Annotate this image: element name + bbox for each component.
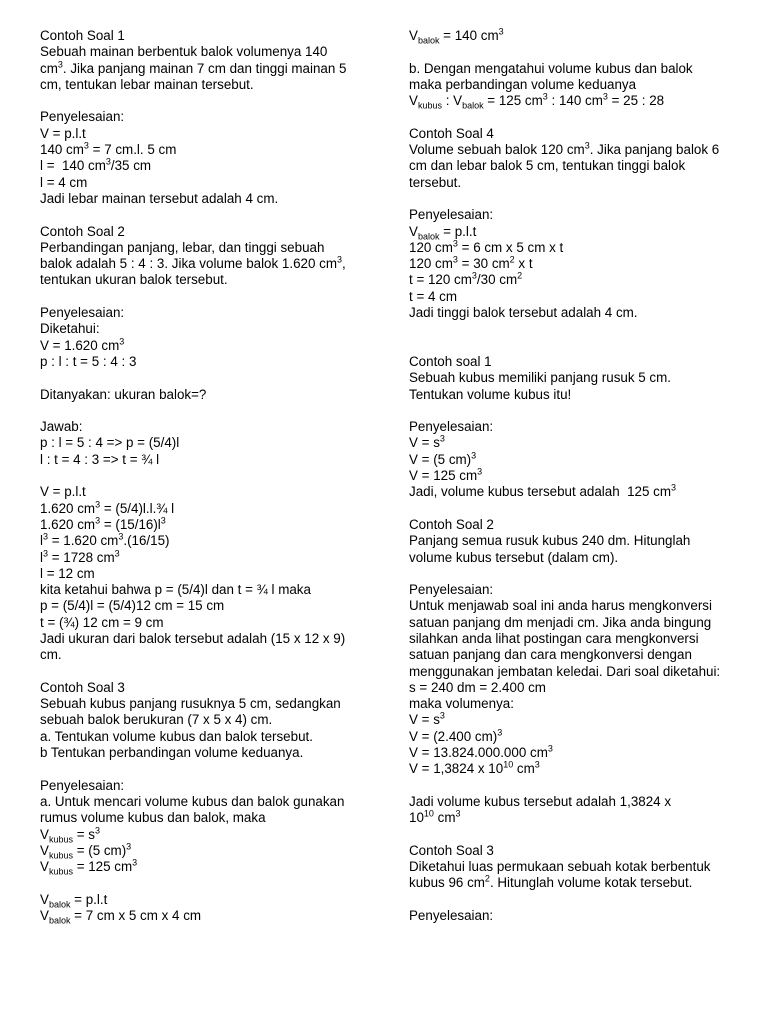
right-column-line: $V = s^3$ — [409, 433, 445, 451]
right-column-line: V = (5 cm)$^3$ — [409, 450, 477, 467]
right-column-line: silahkan anda lihat postingan cara mengkonversi — [409, 630, 699, 646]
right-column-line: 120 $cm^3 = 30$ $cm^2$ x t — [409, 254, 533, 272]
right-column-line — [409, 109, 744, 125]
left-column-line: balok adalah 5 : 4 : 3. Jika volume balok 1.620 $cm^3$, — [40, 254, 346, 272]
left-column-line: cm, tentukan lebar mainan tersebut. — [40, 76, 254, 92]
right-column-line: $V = s^3$ — [409, 711, 445, 728]
left-column-line: Penyelesaian: — [40, 777, 125, 793]
right-column-line: Contoh Soal 4 — [409, 125, 494, 141]
left-column-line: rumus volume kubus dan balok, maka — [40, 810, 266, 826]
right-column-line: tersebut. — [409, 174, 462, 190]
left-column-line — [40, 664, 370, 680]
left-column-line: kita ketahui bahwa p = (5/4)l dan t = ¾ l maka — [40, 582, 311, 598]
left-column-line: sebuah balok berukuran (7 x 5 x 4) cm. — [40, 712, 273, 728]
left-column-line: Jadi ukuran dari balok tersebut adalah (15 x 12 x 9) — [40, 630, 346, 646]
right-column-line — [409, 338, 744, 354]
left-column-line: l = 4 cm — [40, 174, 88, 190]
right-column-line: Tentukan volume kubus itu! — [409, 386, 572, 402]
right-column-line: b. Dengan mengatahui volume kubus dan balok — [409, 60, 693, 76]
right-column-line: Penyelesaian: — [409, 582, 494, 598]
left-column-line: l : t = 4 : 3 => t = ¾ l — [40, 451, 160, 467]
right-column-line — [409, 501, 744, 517]
right-column-line: $10^{10}$ $cm^3$ — [409, 808, 461, 826]
right-column-line: maka perbandingan volume keduanya — [409, 76, 637, 92]
left-column — [40, 28, 370, 924]
left-column-line: p : l = 5 : 4 => p = (5/4)l — [40, 435, 180, 451]
right-column-line: Contoh Soal 2 — [409, 516, 494, 532]
right-column-line: Panjang semua rusuk kubus 240 dm. Hitunglah — [409, 533, 691, 549]
right-column-line: Jadi volume kubus tersebut adalah 1,3824 x — [409, 793, 672, 809]
left-column-line: tentukan ukuran balok tersebut. — [40, 272, 228, 288]
left-column-line: 1.620 $cm^3$ = (5/4)l.l.¾ l — [40, 499, 175, 516]
right-column-line — [409, 321, 744, 337]
right-column-line — [409, 403, 744, 419]
right-column-line: Volume sebuah balok 120 $cm^3$. Jika panjang balok 6 — [409, 140, 720, 158]
left-column-line: Contoh Soal 3 — [40, 679, 125, 695]
left-column-line — [40, 93, 370, 109]
right-column-line: $V_{balok} = 140$ $cm^3$ — [409, 26, 504, 46]
left-column-line: p = (5/4)l = (5/4)12 cm = 15 cm — [40, 598, 225, 614]
left-column-line: Contoh Soal 2 — [40, 223, 125, 239]
left-column-line: Penyelesaian: — [40, 305, 125, 321]
right-column-line: Jadi tinggi balok tersebut adalah 4 cm. — [409, 305, 638, 321]
left-column-line: Ditanyakan: ukuran balok=? — [40, 386, 207, 402]
left-column-line: Jawab: — [40, 419, 83, 435]
left-column-line: $V_{balok} = 7$ cm x 5 cm x 4 cm — [40, 908, 202, 926]
left-column-line: t = (¾) 12 cm = 9 cm — [40, 614, 164, 630]
left-column-line: $V_{kubus} = 125$ $cm^3$ — [40, 857, 138, 877]
left-column-line: 140 $cm^3 = 7$ cm.l. 5 cm — [40, 140, 177, 158]
right-column-line: Jadi, volume kubus tersebut adalah 125 $cm^3$ — [409, 482, 677, 500]
left-column-line: $cm^3$. Jika panjang mainan 7 cm dan tinggi mainan 5 — [40, 59, 347, 76]
left-column-line: Penyelesaian: — [40, 109, 125, 125]
left-column-line: $V_{kubus} = (5$ cm)$^3$ — [40, 841, 132, 861]
left-column-line: a. Untuk mencari volume kubus dan balok gunakan — [40, 793, 345, 809]
left-column-line: cm. — [40, 647, 62, 663]
right-column-line: satuan panjang dan cara mengkonversi dengan — [409, 647, 692, 663]
right-column-line: volume kubus tersebut (dalam cm). — [409, 549, 619, 565]
left-column-line: Sebuah mainan berbentuk balok volumenya 140 — [40, 44, 328, 60]
right-column-line: kubus 96 $cm^2$. Hitunglah volume kotak tersebut. — [409, 873, 693, 891]
left-column-line — [40, 468, 370, 484]
left-column-line: Perbandingan panjang, lebar, dan tinggi sebuah — [40, 239, 325, 255]
left-column-line: V = p.l.t — [40, 125, 86, 141]
left-column-line: Contoh Soal 1 — [40, 28, 125, 43]
right-column-line: Diketahui luas permukaan sebuah kotak berbentuk — [409, 859, 711, 875]
right-column-line: V = 13.824.000.000 $cm^3$ — [409, 743, 553, 761]
right-column-line — [409, 827, 744, 843]
right-column-line — [409, 191, 744, 207]
left-column-line: 1.620 $cm^3 = (15/16)l^3$ — [40, 515, 166, 532]
right-column-line — [409, 44, 744, 60]
left-column-line: $V_{balok} = p.l.t$ — [40, 891, 108, 910]
left-column-line: b Tentukan perbandingan volume keduanya. — [40, 745, 304, 761]
right-column-line: Contoh soal 1 — [409, 353, 492, 369]
left-column-line: Sebuah kubus panjang rusuknya 5 cm, sedangkan — [40, 696, 341, 712]
right-column-line — [409, 778, 744, 794]
left-column-line: l = 140 $cm^3/35$ cm — [40, 156, 152, 174]
right-column-line: Sebuah kubus memiliki panjang rusuk 5 cm. — [409, 370, 671, 386]
left-column-line: l = 12 cm — [40, 565, 95, 581]
left-column-line — [40, 875, 370, 891]
left-column-line: V = p.l.t — [40, 484, 86, 500]
left-column-line: a. Tentukan volume kubus dan balok tersebut. — [40, 728, 313, 744]
right-column-line: $V_{balok} = p.l.t$ — [409, 223, 477, 242]
left-column-line — [40, 403, 370, 419]
right-column-line: $V_{kubus}$ : $V_{balok} = 125$ $cm^3$ : 140 $cm^3 = 25$ : 28 — [409, 91, 665, 111]
left-column-line — [40, 370, 370, 386]
right-column-line: V = 1,3824 x $10^{10}$ $cm^3$ — [409, 759, 540, 777]
right-column-line: Penyelesaian: — [409, 419, 494, 435]
left-column-line — [40, 289, 370, 305]
right-column-line: cm dan lebar balok 5 cm, tentukan tinggi balok — [409, 158, 686, 174]
left-column-line: Diketahui: — [40, 321, 100, 337]
left-column-line — [40, 761, 370, 777]
right-column-line — [409, 892, 744, 908]
left-column-line: $l^3 = 1.620$ $cm^3.(16/15)$ — [40, 531, 170, 549]
right-column-line: Penyelesaian: — [409, 908, 494, 924]
right-column-line: V = 125 $cm^3$ — [409, 466, 483, 484]
right-column-line — [409, 566, 744, 582]
right-column-line: 120 $cm^3 = 6$ cm x 5 cm x t — [409, 238, 564, 255]
left-column-line: V = 1.620 $cm^3$ — [40, 336, 125, 353]
left-column-line: $l^3 = 1728$ $cm^3$ — [40, 548, 120, 565]
right-column-line: V = (2.400 cm)$^3$ — [409, 727, 503, 744]
right-column-line: Contoh Soal 3 — [409, 842, 494, 858]
right-column — [409, 28, 744, 924]
right-column-line: satuan panjang dm menjadi cm. Jika anda bingung — [409, 614, 712, 630]
right-column-line: maka volumenya: — [409, 696, 514, 712]
left-column-line: Jadi lebar mainan tersebut adalah 4 cm. — [40, 190, 279, 206]
right-column-line: t = 120 $cm^3/30$ $cm^2$ — [409, 270, 523, 288]
right-column-line: menggunakan jembatan keledai. Dari soal diketahui: — [409, 663, 721, 679]
right-column-line: t = 4 cm — [409, 288, 457, 304]
right-column-line: Penyelesaian: — [409, 207, 494, 223]
right-column-line: s = 240 dm = 2.400 cm — [409, 679, 546, 695]
left-column-line: p : l : t = 5 : 4 : 3 — [40, 353, 137, 369]
left-column-line: $V_{kubus} = s^3$ — [40, 825, 100, 845]
left-column-line — [40, 207, 370, 223]
right-column-line: Untuk menjawab soal ini anda harus mengkonversi — [409, 598, 712, 614]
